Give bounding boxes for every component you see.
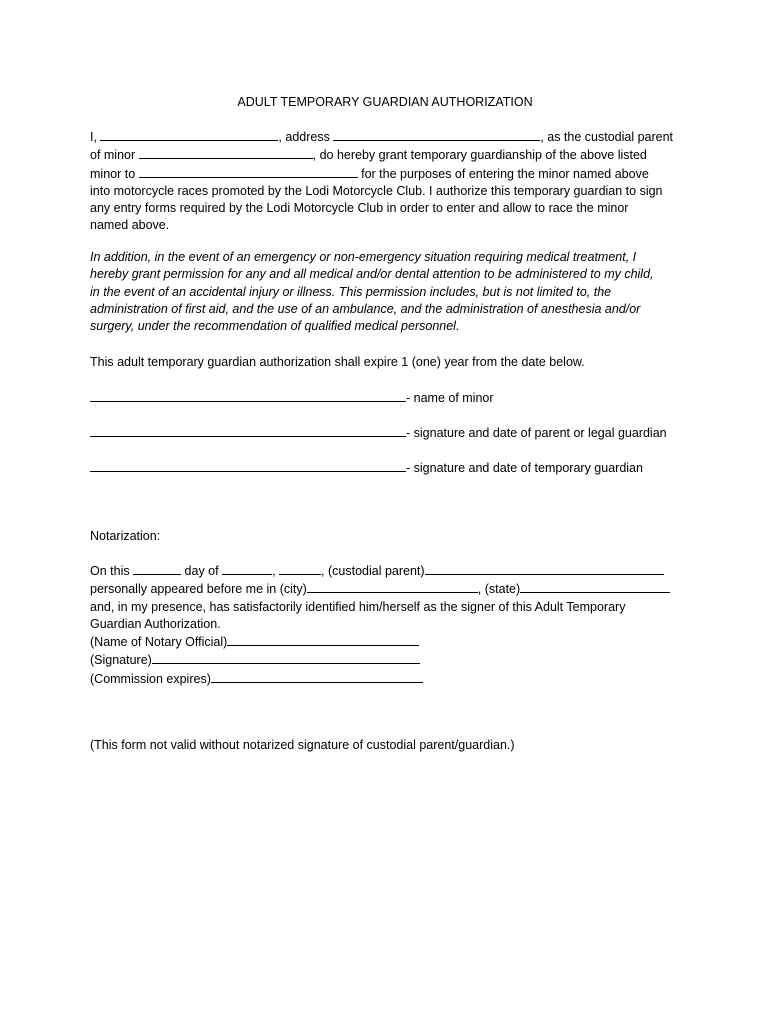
notary-signature-blank[interactable] (152, 651, 420, 664)
guardian-signature-blank[interactable] (90, 459, 406, 472)
temporary-guardian-blank[interactable] (139, 165, 358, 178)
intro-line-4: into motorcycle races promoted by the Lodi Motorcycle Club. I authorize this temporary guardian to sign (90, 183, 663, 198)
address-blank[interactable] (333, 128, 540, 141)
medical-line-2: hereby grant permission for any and all medical and/or dental attention to be administered to my child, (90, 267, 654, 282)
notarization-body (90, 562, 690, 688)
expiration-statement: This adult temporary guardian authorization shall expire 1 (one) year from the date below. (90, 355, 585, 369)
minor-name-blank[interactable] (139, 146, 313, 159)
notary-name-line: (Name of Notary Official) (90, 633, 690, 651)
minor-name-signature-blank[interactable] (90, 389, 406, 402)
document-title: ADULT TEMPORARY GUARDIAN AUTHORIZATION (237, 95, 533, 109)
medical-line-3: in the event of an accidental injury or illness. This permission includes, but is not limited to, the (90, 284, 612, 299)
intro-line-6: named above. (90, 218, 170, 233)
medical-line-5: surgery, under the recommendation of qualified medical personnel. (90, 319, 460, 334)
notary-day-blank[interactable] (133, 562, 181, 575)
minor-name-line (90, 389, 690, 407)
intro-line-5: any entry forms required by the Lodi Motorcycle Club in order to enter and allow to race the minor (90, 201, 629, 216)
guardian-signature-line (90, 459, 690, 477)
notary-commission-line: (Commission expires) (90, 670, 690, 688)
medical-paragraph (90, 249, 690, 335)
notary-name-blank[interactable] (227, 633, 419, 646)
parent-signature-label: - signature and date of parent or legal guardian (406, 426, 667, 440)
notary-city-blank[interactable] (307, 580, 478, 593)
intro-paragraph (90, 128, 690, 235)
notarization-heading: Notarization: (90, 529, 161, 543)
intro-line-1: I, , address , as the custodial parent (90, 130, 674, 144)
notary-year-blank[interactable] (279, 562, 321, 575)
medical-line-1: In addition, in the event of an emergency or non-emergency situation requiring medical treatment, I (90, 250, 637, 264)
minor-name-label: - name of minor (406, 391, 494, 405)
notary-signature-line: (Signature) (90, 651, 690, 669)
notary-line-2: personally appeared before me in (city) , (state) (90, 580, 690, 598)
notary-custodial-parent-blank[interactable] (425, 562, 664, 575)
parent-signature-line (90, 424, 690, 442)
notary-line-3: and, in my presence, has satisfactorily identified him/herself as the signer of this Adult Temporary (90, 599, 626, 614)
notary-line-1: On this day of , , (custodial parent) (90, 562, 690, 580)
parent-name-blank[interactable] (100, 128, 278, 141)
intro-line-2: of minor , do hereby grant temporary guardianship of the above listed (90, 148, 647, 163)
notary-state-blank[interactable] (520, 580, 670, 593)
notary-month-blank[interactable] (222, 562, 272, 575)
guardian-signature-label: - signature and date of temporary guardian (406, 461, 643, 475)
validity-note: (This form not valid without notarized signature of custodial parent/guardian.) (90, 738, 515, 752)
parent-signature-blank[interactable] (90, 424, 406, 437)
medical-line-4: administration of first aid, and the use of an ambulance, and the administration of anesthesia and/or (90, 301, 641, 316)
notary-commission-blank[interactable] (211, 670, 423, 683)
notary-line-4: Guardian Authorization. (90, 616, 221, 631)
intro-line-3: minor to for the purposes of entering the minor named above (90, 166, 649, 181)
